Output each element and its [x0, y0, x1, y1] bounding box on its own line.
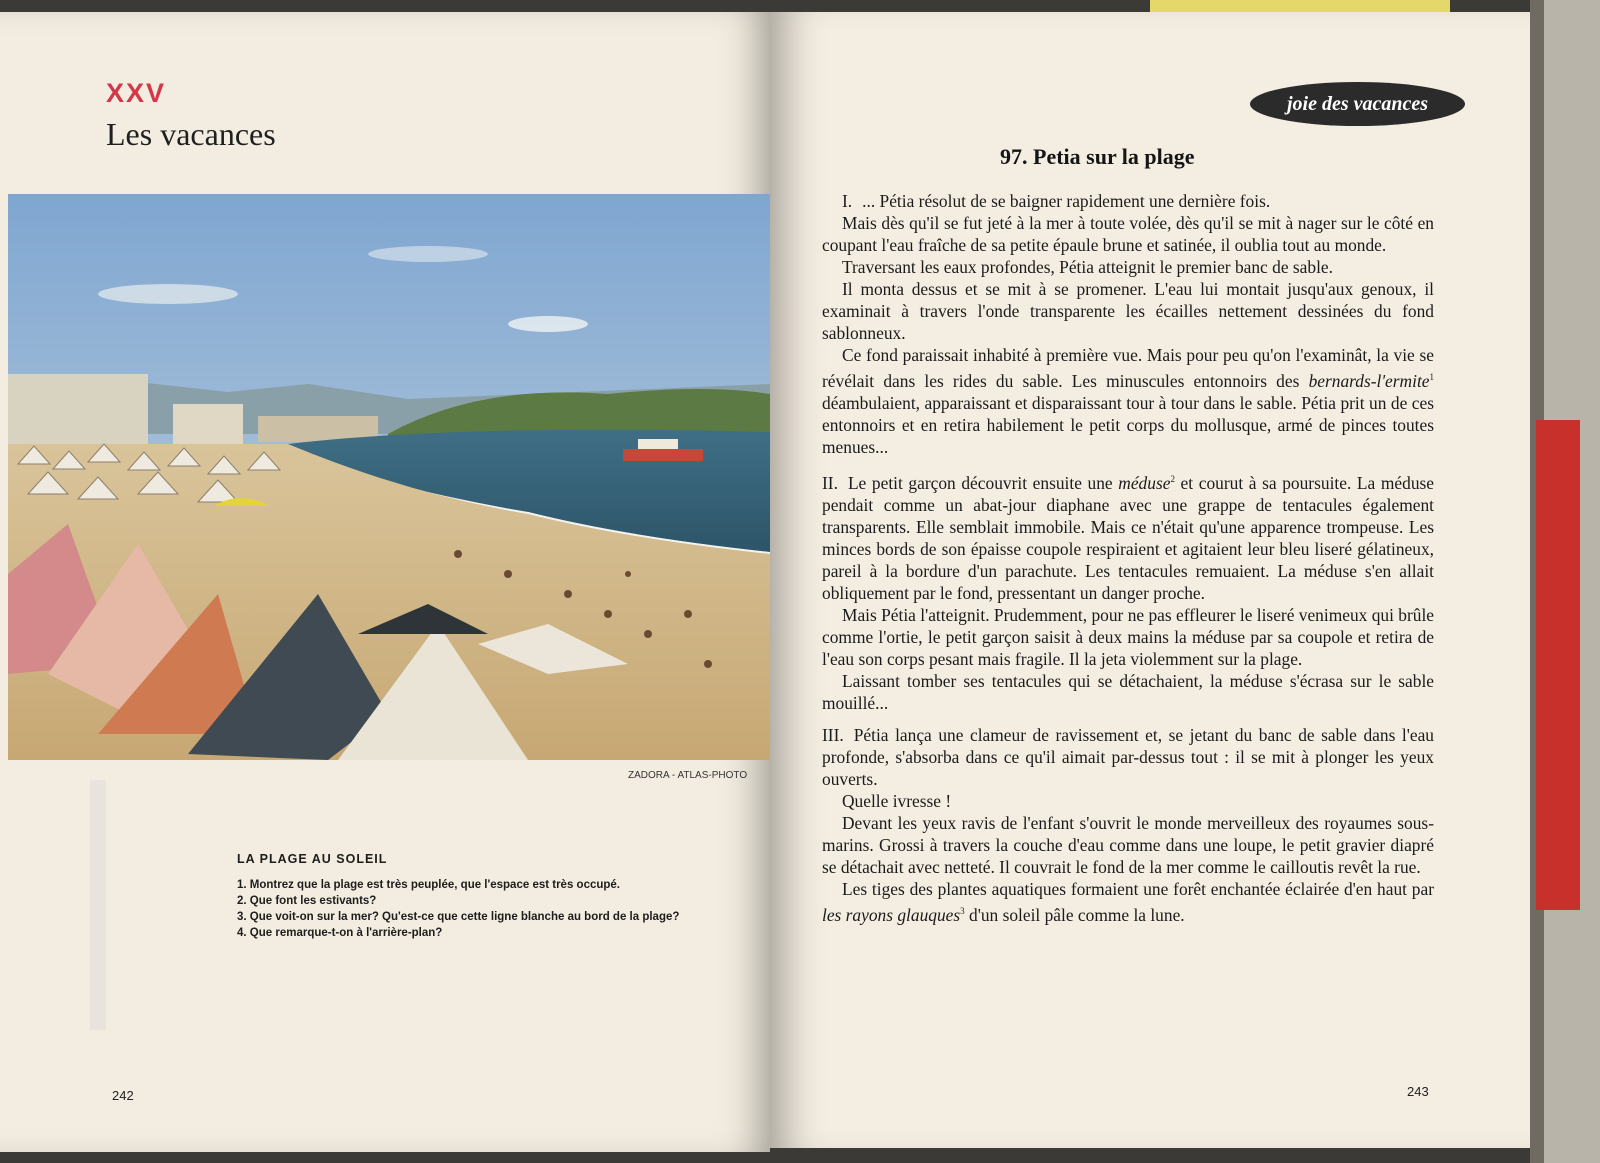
italic-term: bernards-l'ermite — [1308, 370, 1430, 391]
beach-photo — [8, 194, 770, 760]
questions-block — [237, 852, 727, 942]
footnote-ref: 2 — [1170, 473, 1175, 484]
lesson-title: 97. Petia sur la plage — [1000, 144, 1195, 169]
story-paragraph: II. Le petit garçon découvrit ensuite une méduse$^2$ et courut à sa poursuite. La méduse pendait comme un abat-jour diaphane avec une grappe de tentacules également transparents. Elle semblait immobile. Mais ce n'était qu'une apparence trompeuse. Les minces bords de son épaisse coupole respiraient et agitaient leur bleu liseré gélatineux, pareil à la bordure d'un parachute. Les tentacules remuaient. La méduse s'en allait obliquement par le fond, pressentant un danger proche. — [822, 472, 1434, 603]
story-paragraph: Mais Pétia l'atteignit. Prudemment, pour ne pas effleurer le liseré venimeux qui brûle comme l'ortie, le petit garçon saisit à deux mains la méduse par sa coupole et retira de l'eau son corps pesant mais fragile. Il la jeta violemment sur la plage. — [822, 604, 1434, 669]
story-paragraph: Laissant tomber ses tentacules qui se détachaient, la méduse s'écrasa sur le sable mouillé... — [822, 670, 1434, 713]
italic-term: méduse — [1118, 472, 1171, 493]
question-item: 4. Que remarque-t-on à l'arrière-plan? — [237, 927, 443, 939]
question-item: 2. Que font les estivants? — [237, 895, 377, 907]
section-numeral: III. — [822, 724, 844, 745]
story-text — [822, 190, 1434, 925]
beach-photo-illustration — [8, 194, 770, 760]
page-number-left: 242 — [112, 1088, 134, 1103]
questions-heading: LA PLAGE AU SOLEIL — [237, 852, 388, 866]
story-paragraph: Ce fond paraissait inhabité à première vue. Mais pour peu qu'on l'examinât, la vie se révélait dans les rides du sable. Les minuscules entonnoirs des bernards-l'ermite$^1$ déambulaient, apparaissant et disparaissant tour à tour dans le sable. Pétia prit un de ces entonnoirs et en retira habilement le petit corps du mollusque, armé de pinces toutes menues... — [822, 345, 1434, 457]
theme-badge: joie des vacances — [1250, 82, 1465, 126]
story-paragraph: Traversant les eaux profondes, Pétia atteignit le premier banc de sable. — [842, 257, 1333, 277]
story-paragraph: Quelle ivresse ! — [842, 790, 952, 811]
story-paragraph: Mais dès qu'il se fut jeté à la mer à toute volée, dès qu'il se mit à nager sur le côté en coupant l'eau fraîche de sa petite épaule brune et satinée, il oublia tout au monde. — [822, 213, 1434, 255]
unit-title: Les vacances — [106, 116, 276, 152]
unit-number: XXV — [106, 78, 167, 108]
story-paragraph: I. ... Pétia résolut de se baigner rapidement une dernière fois. — [842, 191, 1271, 211]
question-item: 1. Montrez que la plage est très peuplée, que l'espace est très occupé. — [237, 879, 621, 891]
footnote-ref: 3 — [960, 905, 965, 916]
story-paragraph: Il monta dessus et se mit à se promener. L'eau lui montait jusqu'aux genoux, il examinait à travers l'onde transparente les écailles nettement dessinées du fond sablonneux. — [822, 279, 1434, 343]
book-edge-red — [1536, 420, 1580, 910]
section-numeral: II. — [822, 472, 838, 493]
page-number-right: 243 — [1407, 1084, 1429, 1099]
question-item: 3. Que voit-on sur la mer? Qu'est-ce que cette ligne blanche au bord de la plage? — [237, 911, 680, 923]
footnote-ref: 1 — [1429, 372, 1434, 382]
questions-list — [237, 878, 727, 941]
italic-term: les rayons glauques — [822, 904, 961, 925]
photo-credit: ZADORA - ATLAS-PHOTO — [628, 770, 748, 781]
section-numeral: I. — [842, 191, 853, 211]
story-paragraph: Devant les yeux ravis de l'enfant s'ouvrit le monde merveilleux des royaumes sous-marins. Grossi à travers la couche d'eau comme dans une loupe, le petit gravier diapré se détachait avec netteté. Il couvrait le fond de la mer comme le cailloutis revêt la rue. — [822, 812, 1434, 877]
story-paragraph: III. Pétia lança une clameur de ravissement et, se jetant du banc de sable dans l'eau profonde, s'absorba dans ce qu'il aimait par-dessus tout : il se mit à plonger les yeux ouverts. — [822, 724, 1434, 789]
show-through-shadow — [90, 780, 106, 1030]
story-paragraph: Les tiges des plantes aquatiques formaient une forêt enchantée éclairée d'en haut par les rayons glauques$^3$ d'un soleil pâle comme la lune. — [822, 878, 1434, 925]
